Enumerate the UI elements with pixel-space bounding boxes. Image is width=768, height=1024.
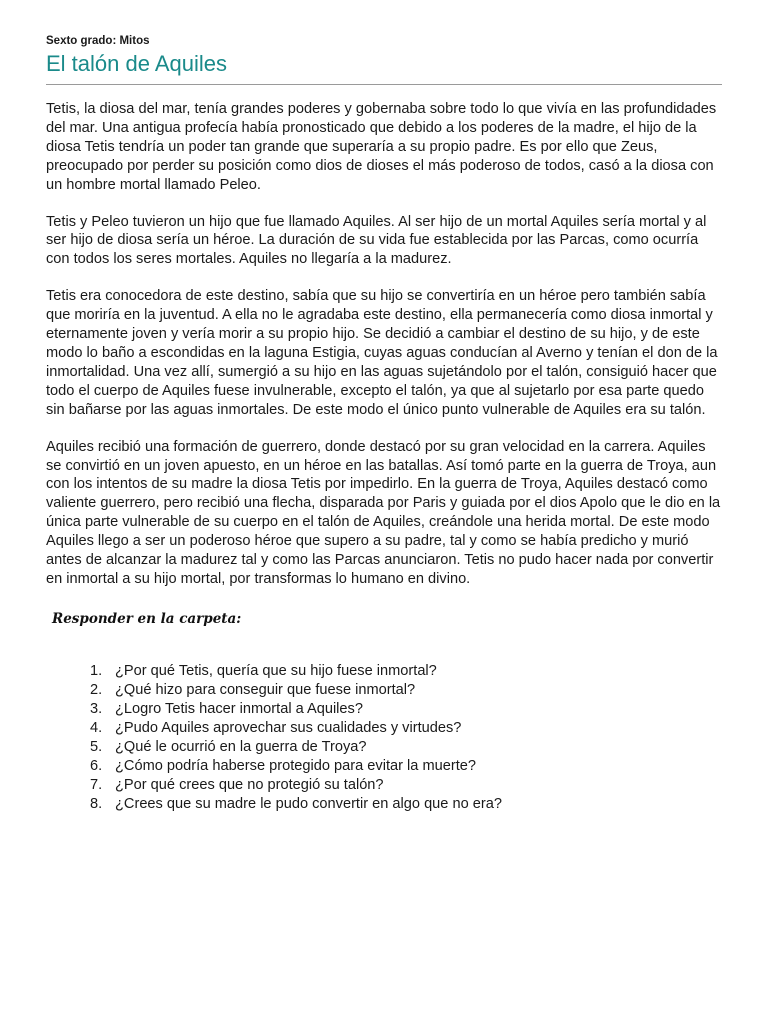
question-number: 5.: [90, 738, 103, 755]
question-text: ¿Cómo podría haberse protegido para evitar la muerte?: [115, 757, 476, 774]
question-number: 4.: [90, 719, 103, 736]
question-text: ¿Por qué crees que no protegió su talón?: [115, 776, 384, 793]
page-title: El talón de Aquiles: [46, 51, 228, 76]
question-number: 3.: [90, 700, 103, 717]
story-paragraph: Aquiles recibió una formación de guerrero, donde destacó por su gran velocidad en la carrera. Aquiles se convirtió en un joven apuesto, en un héroe en las batallas. Así tomó parte en la guerra de Troya, aun con los intentos de su madre la diosa Tetis por impedirlo. En la guerra de Troya, Aquiles destacó como valiente guerrero, pero recibió una flecha, disparada por Paris y guiada por el dios Apolo que le dio en la única parte vulnerable de su cuerpo en el talón de Aquiles, creándole una herida mortal. De este modo Aquiles llego a ser un poderoso héroe que supero a su padre, tal y como se había predicho y murió antes de alcanzar la madurez tal y como las Parcas anunciaron. Tetis no pudo hacer nada por convertir en inmortal a su hijo mortal, por transformas lo humano en divino.: [46, 438, 721, 587]
question-text: ¿Crees que su madre le pudo convertir en algo que no era?: [115, 795, 502, 812]
question-number: 8.: [90, 795, 103, 812]
page-kicker: Sexto grado: Mitos: [46, 35, 150, 47]
story-paragraph: Tetis y Peleo tuvieron un hijo que fue llamado Aquiles. Al ser hijo de un mortal Aquiles sería mortal y al ser hijo de diosa sería un héroe. La duración de su vida fue establecida por las Parcas, como ocurría con todos los seres mortales. Aquiles no llegaría a la madurez.: [46, 213, 707, 268]
question-number: 6.: [90, 757, 103, 774]
question-number: 1.: [90, 662, 103, 679]
story-body: [46, 100, 722, 589]
question-item: [90, 757, 722, 776]
question-text: ¿Qué le ocurrió en la guerra de Troya?: [115, 738, 367, 755]
question-text: ¿Pudo Aquiles aprovechar sus cualidades y virtudes?: [115, 719, 462, 736]
question-item: [90, 681, 722, 700]
story-paragraph: Tetis era conocedora de este destino, sabía que su hijo se convertiría en un héroe pero también sabía que moriría en la juventud. A ella no le agradaba este destino, ella permanecería como diosa inmortal y eternamente joven y vería morir a su propio hijo. Se decidió a cambiar el destino de su hijo, y de este modo lo baño a escondidas en la laguna Estigia, cuyas aguas conducían al Averno y tenían el don de la inmortalidad. Una vez allí, sumergió a su hijo en las aguas sujetándolo por el talón, consiguió hacer que todo el cuerpo de Aquiles fuese invulnerable, excepto el talón, ya que al sujetarlo por esa parte quedo sin bañarse por las aguas inmortales. De este modo el único punto vulnerable de Aquiles era su talón.: [46, 288, 718, 418]
question-item: [90, 738, 722, 757]
document-page: [46, 34, 722, 814]
question-item: [90, 776, 722, 795]
question-item: [90, 700, 722, 719]
assignment-heading: Responder en la carpeta:: [52, 610, 242, 627]
question-text: ¿Qué hizo para conseguir que fuese inmortal?: [115, 681, 416, 698]
question-number: 2.: [90, 681, 103, 698]
question-number: 7.: [90, 776, 103, 793]
question-text: ¿Logro Tetis hacer inmortal a Aquiles?: [115, 700, 363, 717]
question-text: ¿Por qué Tetis, quería que su hijo fuese inmortal?: [115, 662, 437, 679]
story-paragraph: Tetis, la diosa del mar, tenía grandes poderes y gobernaba sobre todo lo que vivía en las profundidades del mar. Una antigua profecía había pronosticado que debido a los poderes de la madre, el hijo de la diosa Tetis tendría un poder tan grande que superaría a su propio padre. Es por ello que Zeus, preocupado por perder su posición como dios de dioses el más poderoso de todos, casó a la diosa con un hombre mortal llamado Peleo.: [46, 101, 717, 193]
title-divider: [46, 84, 722, 85]
question-item: [90, 719, 722, 738]
question-list: [46, 662, 722, 814]
question-item: [90, 795, 722, 814]
question-item: [90, 662, 722, 681]
